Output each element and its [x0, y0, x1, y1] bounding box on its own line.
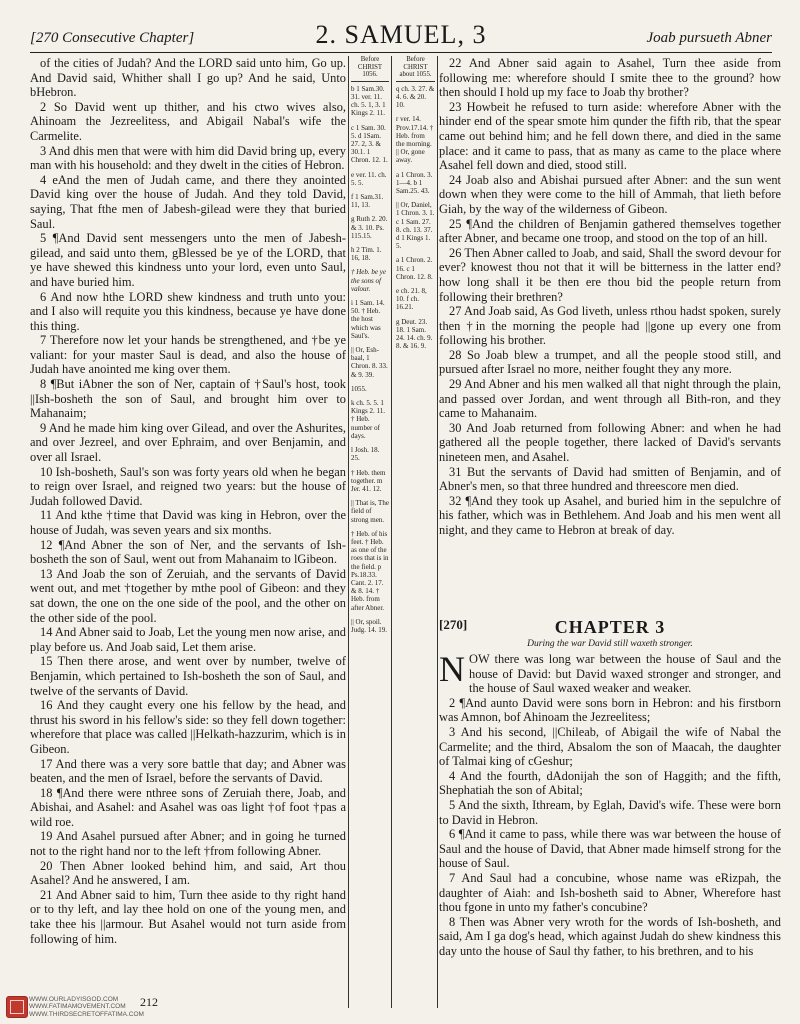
verse: 5 And the sixth, Ithream, by Eglah, David's wife. These were born to David in Hebron. [439, 797, 781, 827]
verse: 27 And Joab said, As God liveth, unless rthou hadst spoken, surely then †in the morning the people had ||gone up every one from following his brother. [439, 304, 781, 348]
verse: 8 ¶But iAbner the son of Ner, captain of †Saul's host, took ||Ish-bosheth the son of Saul, and brought him over to Mahanaim; [30, 377, 346, 421]
margin-reference: k ch. 5. 5. 1 Kings 2. 11. † Heb. number of days. [351, 399, 385, 440]
running-head: Joab pursueth Abner [646, 30, 772, 46]
verse: 2 ¶And aunto David were sons born in Hebron: and his firstborn was Amnon, bof Ahinoam the Jezreelitess; [439, 695, 781, 725]
verse: 11 And kthe †time that David was king in Hebron, over the house of Judah, was seven years and six months. [30, 508, 346, 537]
margin-reference: f 1 Sam.31. 11, 13. [351, 193, 384, 210]
verse: 15 Then there arose, and went over by number, twelve of Benjamin, which pertained to Ish-bosheth the son of Saul, and twelve of the servants of David. [30, 654, 346, 698]
chapter-3-text [439, 649, 781, 958]
footer-url: WWW.FATIMAMOVEMENT.COM [29, 1003, 126, 1011]
verse: 10 Ish-bosheth, Saul's son was forty years old when he began to reign over Israel, and reigned two years: but the house of Judah followed David. [30, 464, 346, 508]
verse: 16 And they caught every one his fellow by the head, and thrust his sword in his fellow's side: so they fell down together: wherefore that place was called ||Helkath-hazzurim, which is in Gibeon. [30, 698, 346, 756]
margin-reference: || Or, spoil. Judg. 14. 19. [351, 617, 387, 634]
margin-references-right [394, 56, 438, 1008]
margin-reference: c 1 Sam. 30. 5. d 1Sam. 27. 2, 3. & 30.1. 1 Chron. 12. 1. [351, 123, 388, 165]
verse-1 [439, 649, 781, 696]
verse: 25 ¶And the children of Benjamin gathered themselves together after Abner, and became one troop, and stood on the top of an hill. [439, 216, 781, 246]
margin-reference: l Josh. 18. 25. [351, 446, 380, 463]
page-header [30, 18, 772, 52]
verse: 28 So Joab blew a trumpet, and all the people stood still, and pursued after Israel no more, neither fought they any more. [439, 347, 781, 377]
verse: 21 And Abner said to him, Turn thee aside to thy right hand or to thy left, and lay thee hold on one of the young men, and take thee his ||armour. But Asahel would not turn aside from following of him. [30, 887, 346, 946]
verse: 7 And Saul had a concubine, whose name was eRizpah, the daughter of Aiah: and Ish-bosheth said to Abner, Wherefore hast thou fgone in unto my father's concubine? [439, 870, 781, 915]
margin-reference: h 2 Tim. 1. 16, 18. [351, 246, 382, 263]
verse: 26 Then Abner called to Joab, and said, Shall the sword devour for ever? knowest thou not that it will be bitterness in the latter end? how long shall it be then ere thou bid the people return from following their brethren? [439, 245, 781, 304]
margin-reference: || That is, The field of strong men. [351, 499, 389, 524]
margin-reference: i 1 Sam. 14. 50. † Heb. the host which was Saul's. [351, 299, 385, 340]
verse: 13 And Joab the son of Zeruiah, and the servants of David went out, and met †together by mthe pool of Gibeon: and they sat down, the one on the one side of the pool, and the other on the other side of the pool. [30, 566, 346, 625]
drop-cap: N [439, 649, 465, 689]
margin-reference: g Deut. 23. 18. 1 Sam. 24. 14. ch. 9. 8. & 16. 9. [396, 317, 433, 351]
verse: 2 So David went up thither, and his ctwo wives also, Ahinoam the Jezreelitess, and Abigail Nabal's wife the Carmelite. [30, 99, 346, 143]
margin-reference: e ver. 11. ch. 5. 5. [351, 170, 387, 187]
margin-reference: † Heb. of his feet. † Heb. as one of the roes that is in the field. p Ps.18.33. Cant. 2. 17. & 8. 14. † Heb. from after Abner. [351, 529, 389, 612]
verse: 8 Then was Abner very wroth for the words of Ish-bosheth, and said, Am I ga dog's head, which against Judah do shew kindness this day unto the house of Saul thy father, to his brethren, and to his [439, 914, 781, 958]
margin-date-header: Before CHRIST 1056. [351, 56, 389, 82]
verse: 23 Howbeit he refused to turn aside: wherefore Abner with the hinder end of the spear smote him qunder the fifth rib, that the spear came out behind him; and he fell down there, and died in the same place: and it came to pass, that as many as came to the place where Asahel fell down and died, stood still. [439, 99, 781, 173]
margin-reference: e ch. 21. 8, 10. f ch. 16.21. [396, 287, 427, 312]
footer-url: WWW.THIRDSECRETOFFATIMA.COM [29, 1010, 144, 1018]
footer-url: WWW.OURLADYISGOD.COM [29, 995, 119, 1003]
header-rule [30, 52, 772, 53]
verse: 14 And Abner said to Joab, Let the young men now arise, and play before us. And Joab said, Let them arise. [30, 625, 346, 654]
verse: 24 Joab also and Abishai pursued after Abner: and the sun went down when they were come to the hill of Ammah, that lieth before Giah, by the way of the wilderness of Gibeon. [439, 172, 781, 216]
verse-1-text: OW there was long war between the house of Saul and the house of David: but David waxed stronger and stronger, and the house of Saul waxed weaker and weaker. [469, 652, 781, 696]
verse: 30 And Joab returned from following Abner: and when he had gathered all the people together, there lacked of David's servants nineteen men, and Asahel. [439, 420, 781, 465]
verse: 29 And Abner and his men walked all that night through the plain, and passed over Jordan, and went through all Bith-ron, and they came to Mahanaim. [439, 377, 781, 421]
left-text-column [30, 56, 346, 946]
verse: 31 But the servants of David had smitten of Benjamin, and of Abner's men, so that three hundred and threescore men died. [439, 464, 781, 494]
verse: 9 And he made him king over Gilead, and over the Ashurites, and over Jezreel, and over Ephraim, and over Benjamin, and over all Israel. [30, 420, 346, 465]
margin-reference: a 1 Chron. 3. 1—4. b 1 Sam.25. 43. [396, 170, 433, 196]
margin-reference: || Or, Esh-baal, 1 Chron. 8. 33. & 9. 39. [351, 346, 388, 379]
verse: 4 And the fourth, dAdonijah the son of Haggith; and the fifth, Shephatiah the son of Abital; [439, 768, 781, 798]
verse: 4 eAnd the men of Judah came, and there they anointed David king over the house of Judah. And they told David, saying, That fthe men of Jabesh-gilead were they that buried Saul. [30, 172, 346, 231]
verse: 7 Therefore now let your hands be strengthened, and †be ye valiant: for your master Saul is dead, and also the house of Judah have anointed me king over them. [30, 333, 346, 377]
verse: 18 ¶And there were nthree sons of Zeruiah there, Joab, and Abishai, and Asahel: and Asahel was oas light †of foot †pas a wild roe. [30, 785, 346, 829]
right-text-column [439, 56, 781, 538]
margin-reference: b 1 Sam.30. 31. ver. 11. ch. 5. 1, 3. 1 Kings 2. 11. [351, 84, 386, 118]
chapter-summary: During the war David still waxeth stronger. [527, 639, 693, 649]
verse: 19 And Asahel pursued after Abner; and in going he turned not to the right hand nor to the left †from following Abner. [30, 829, 346, 859]
verse: of the cities of Judah? And the LORD said unto him, Go up. And David said, Whither shall I go up? And he said, Unto bHebron. [30, 56, 346, 100]
verse: 3 And dhis men that were with him did David bring up, every man with his household: and they dwelt in the cities of Hebron. [30, 143, 346, 173]
verse: 6 ¶And it came to pass, while there was war between the house of Saul and the house of David, that Abner made himself strong for the house of Saul. [439, 827, 781, 871]
verse: 12 ¶And Abner the son of Ner, and the servants of Ish-bosheth the son of Saul, went out from Mahanaim to lGibeon. [30, 537, 346, 567]
verse: 6 And now hthe LORD shew kindness and truth unto you: and I also will requite you this kindness, because ye have done this thing. [30, 289, 346, 333]
margin-reference: † Heb. be ye the sons of valour. [351, 268, 386, 293]
verse: 32 ¶And they took up Asahel, and buried him in the sepulchre of his father, which was in Bethlehem. And Joab and his men went all night, and they came to Hebron at break of day. [439, 493, 781, 537]
consecutive-chapter-label: [270 Consecutive Chapter] [30, 30, 195, 46]
margin-reference: || Or, Daniel, 1 Chron. 3. 1. c 1 Sam. 27. 8. ch. 13. 37. d 1 Kings 1. 5. [396, 201, 435, 251]
verse: 22 And Abner said again to Asahel, Turn thee aside from following me: wherefore should I smite thee to the ground? how then should I hold up my face to Joab thy brother? [439, 56, 781, 100]
chapter-title: CHAPTER 3 [554, 617, 666, 637]
verse: 3 And his second, ||Chileab, of Abigail the wife of Nabal the Carmelite; and the third, Absalom the son of Maacah, the daughter of Talmai king of cGeshur; [439, 724, 781, 769]
consecutive-chapter-number: [270] [439, 617, 468, 632]
verse: 17 And there was a very sore battle that day; and Abner was beaten, and the men of Israel, before the servants of David. [30, 756, 346, 786]
margin-date-header: Before CHRIST about 1055. [396, 56, 435, 82]
book-chapter-title: 2. SAMUEL, 3 [315, 20, 487, 49]
margin-date: 1055. [351, 384, 367, 393]
margin-reference: a 1 Chron. 2. 16. c 1 Chron. 12. 8. [396, 256, 433, 281]
chapter-heading [439, 617, 781, 649]
verse: 5 ¶And David sent messengers unto the men of Jabesh-gilead, and said unto them, gBlessed be ye of the LORD, that ye have shewed this kindness unto your lord, even unto Saul, and have buried him. [30, 231, 346, 289]
margin-reference: r ver. 14. Prov.17.14. † Heb. from the morning. || Or, gone away. [396, 115, 434, 165]
site-logo-icon [6, 996, 28, 1018]
margin-references-left [348, 56, 392, 1008]
page-number: 212 [140, 995, 158, 1009]
footer-urls [29, 996, 144, 1018]
margin-reference: q ch. 3. 27. & 4. 6. & 20. 10. [396, 84, 435, 110]
verse: 20 Then Abner looked behind him, and said, Art thou Asahel? And he answered, I am. [30, 858, 346, 888]
margin-reference: † Heb. them together. m Jer. 41. 12. [351, 468, 386, 493]
margin-reference: g Ruth 2. 20. & 3. 10. Ps. 115.15. [351, 215, 388, 240]
